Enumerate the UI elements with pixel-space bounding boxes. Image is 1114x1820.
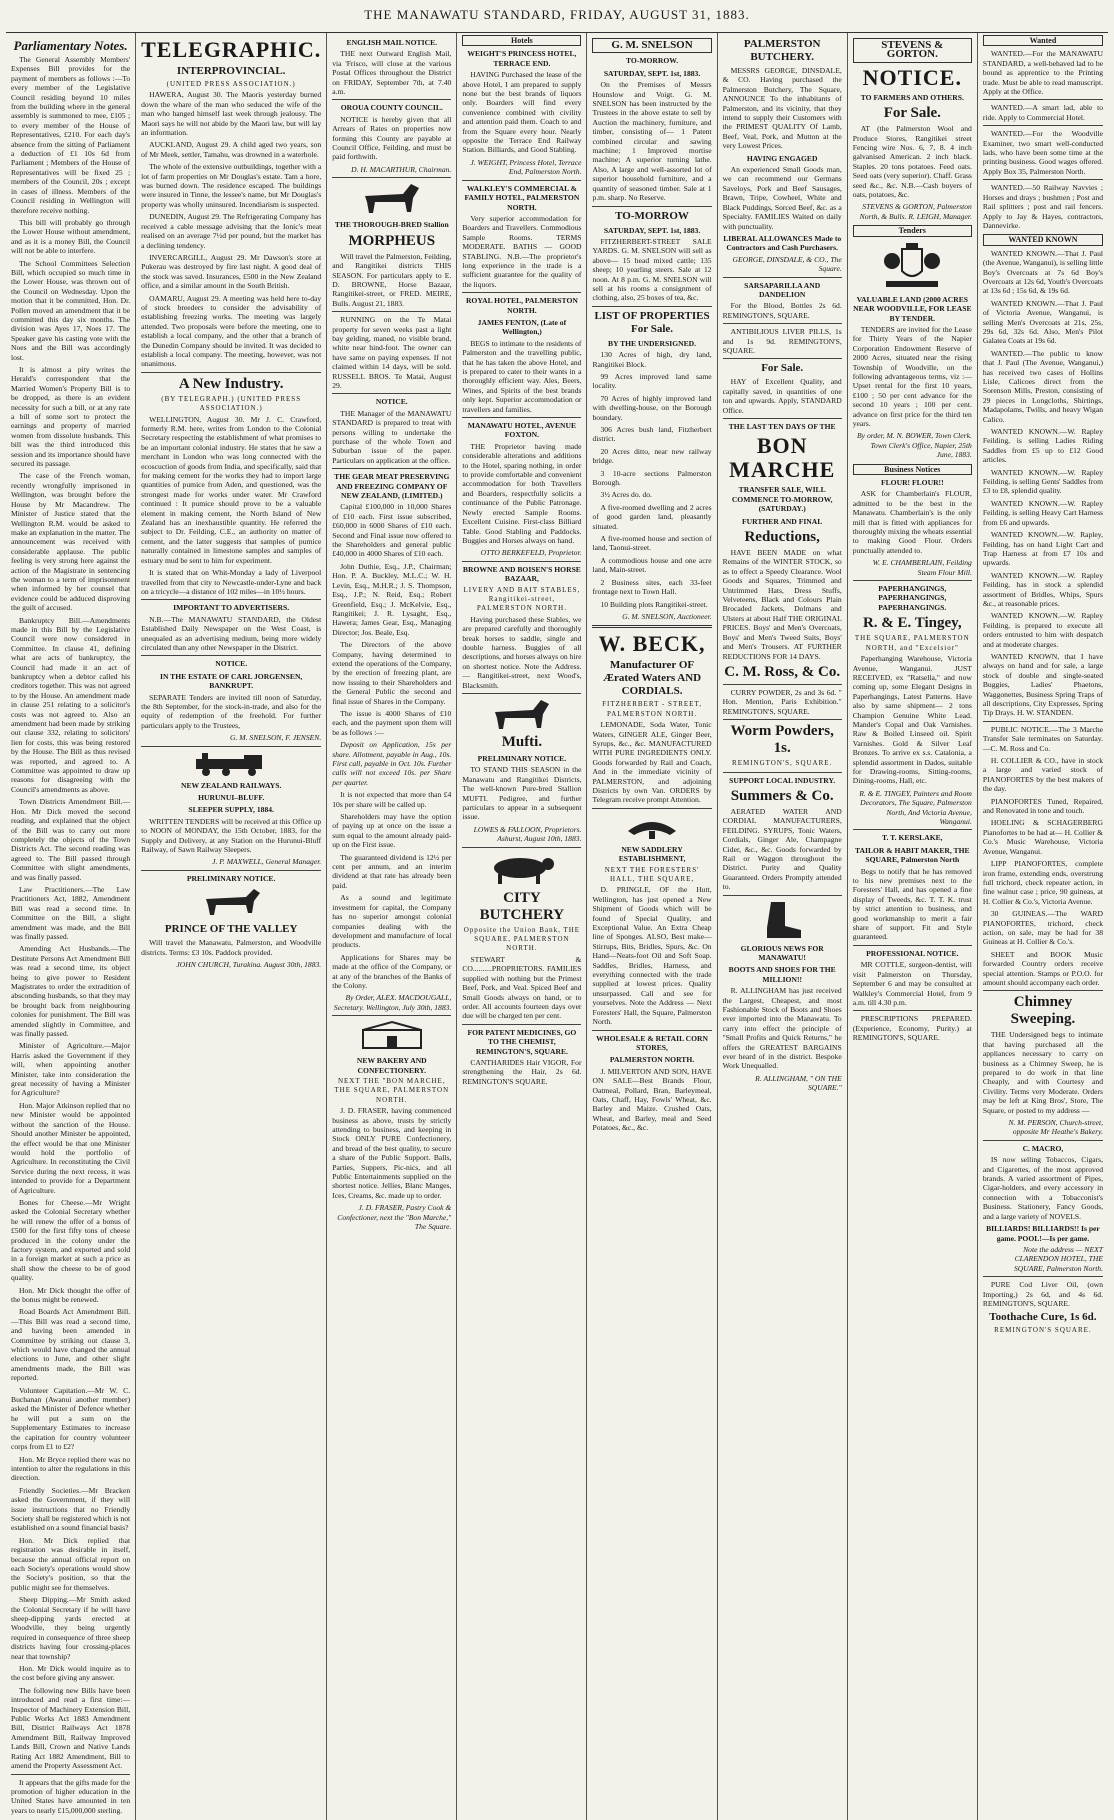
worm-powders-text: REMINGTON'S, SQUARE. — [732, 759, 833, 768]
news-paragraph: INVERCARGILL, August 29. Mr Dawson's store at Pukerau was destroyed by fire last night. A good deal of the stock was saved. Insurances, £500 in the New Zealand office, and a similar amount in the South British. — [141, 252, 322, 291]
article-paragraph: Hon. Mr Dick thought the offer of the bonus might be renewed. — [11, 1285, 131, 1304]
sarsaparilla-title: SARSAPARILLA AND DANDELION — [744, 280, 821, 299]
summers-text: AERATED WATER AND CORDIAL MANUFACTURERS, FEILDING. SYRUPS, Tonic Waters, Cordials, Ginger Ale, Champagne Cider, &c., &c. Goods forwarded by Rail or Waggon throughout the District. Purity and Quality Guaranteed. Orders Promptly attended to. — [722, 806, 842, 892]
article-paragraph: The following new Bills have been introduced and read a first time:—Inspector of Machinery Extension Bill, Public Works Act 1883 Amendment Bill, District Railways Act 1878 Amendment Bill, Railway Improved Lands Bill, Crown and Native Lands Rating Act 1882 Amendment, Bill to amend the Property Assessment Act. — [11, 1685, 131, 1771]
news-paragraph: AUCKLAND, August 29. A child aged two years, son of Mr Meek, settler, Tamahu, was drowned in a waterhole. — [141, 140, 322, 159]
properties-subtitle: BY THE UNDERSIGNED. — [608, 338, 697, 348]
divider — [983, 1276, 1103, 1277]
curry-powder-text: CURRY POWDER, 2s and 3s 6d. " Hon. Mention, Paris Exhibition." REMINGTON'S, SQUARE. — [722, 687, 842, 716]
article-paragraph: Road Boards Act Amendment Bill.—This Bill was read a second time, and having been amended in Committee by striking out clause 3, which would have changed the annual elections to June, and other slight amendments made, the Bill was reported. — [11, 1307, 131, 1383]
bakery-illustration-icon — [357, 1020, 427, 1052]
clydesdale-signature: JOHN CHURCH, Turakina. August 30th, 1883. — [176, 960, 322, 970]
divider — [723, 277, 842, 278]
list-item: 306 Acres bush land, Fitzherbert district. — [592, 425, 712, 444]
divider — [592, 1030, 711, 1031]
ward-pianofortes-ad: 30 GUINEAS.—The WARD PIANOFORTES, trichord, check action, on sale, may be had for 38 Guineas at H. Collier & Co.'s. — [982, 909, 1103, 947]
gear-meat-title: THE GEAR MEAT PRESERVING AND FREEZING COMPANY OF NEW ZEALAND, (LIMITED.) — [334, 472, 450, 501]
railways-subtitle: HURUNUI–BLUFF. — [198, 793, 265, 802]
list-item: 10 Building plots Rangitikei-street. — [600, 599, 708, 609]
pianofortes-tuned-ad: PIANOFORTES Tuned, Repaired, and Renovated in tone and touch. — [982, 796, 1103, 816]
notice-title: NOTICE. — [375, 397, 408, 407]
divider — [332, 311, 451, 312]
divider — [983, 721, 1103, 722]
list-item: 3 10-acre sections Palmerston Borough. — [592, 468, 712, 488]
bon-marche-subtitle: TRANSFER SALE, WILL COMMENCE TO-MORROW, (SATURDAY.) — [731, 485, 833, 514]
estate-notice-title: NOTICE. — [215, 659, 248, 669]
beck-subtitle: Manufacturer OF Ærated Waters AND CORDIALS. — [602, 659, 702, 698]
bon-marche-reductions: Reductions, — [744, 529, 820, 546]
bon-marche-further: FURTHER AND FINAL — [742, 516, 823, 526]
corn-stores-subtitle: PALMERSTON NORTH. — [609, 1055, 695, 1065]
boots-title: GLORIOUS NEWS FOR MANAWATU! — [740, 943, 824, 962]
news-paragraph: It is stated that on Whit-Monday a lady of Liverpool travelled from that city to Newcastle-under-Lyne and back on a tricycle—a distance of 102 miles—in 10½ hours. — [141, 568, 322, 596]
railways-subtitle-2: SLEEPER SUPPLY, 1884. — [188, 805, 274, 815]
bakery-title: NEW BAKERY AND CONFECTIONERY. — [356, 1056, 427, 1075]
horse-icon — [196, 887, 266, 919]
for-sale-text: AT (the Palmerston Wool and Produce Stores, Rangitikei street Fencing wire Nos. 6, 7, 8. 4 inch galvanised American. 2 inch black. Staples. 20 tons potatoes. Feed oats. Seed oats (very superior). Chaff. Grass seed &c., &c. N.B.—Cash buyers of oats, potatoes, &c. — [852, 124, 972, 200]
estate-notice-signature: G. M. SNELSON, F. JENSEN. — [230, 733, 322, 743]
palmerston-butchery-text: MESSRS GEORGE, DINSDALE, & CO. Having purchased the Palmerston Butchery, The Square, ANNOUNCE To the inhabitants of Palmerston, and its vicinity, that they intend to supply their Customers with the PRIMEST QUALITY Of Lamb, Beef, Veal, Pork, and Mutton at the very Lowest Prices. — [722, 66, 842, 151]
divider — [983, 990, 1103, 991]
article-paragraph: The case of the French woman, recently wrongfully imprisoned in Wellington, was brought before the House by Mr Macandrew. The Minister of Justice stated that the Wellington R.M. would be asked to make an explanation in the matter. The announcement was received with considerable applause. The public feeling is very strong here against the action of the Magistrate in sentencing the woman to a term of imprisonment when informed by her counsel that evidence could be adduced disproving the guilt of accused. — [11, 471, 131, 613]
oroua-council-title: OROUA COUNTY COUNCIL. — [340, 103, 443, 113]
flour-title: FLOUR! FLOUR!! — [880, 478, 944, 487]
newspaper-page — [6, 32, 1108, 1815]
horse-bazaar-text: Having purchased these Stables, we are prepared carefully and thoroughly break horses to saddle, single and double harness. Buggies of all descriptions, and horses always on hire on shortest notice. Note the Address.— Rangitikei-street, next Wood's, Blacksmith. — [462, 614, 582, 690]
divider — [332, 393, 451, 394]
public-notice-ad: PUBLIC NOTICE.—The 3 Marche Transfer Sale terminates on Saturday.—C. M. Ross and Co. — [982, 724, 1103, 753]
divider — [723, 358, 842, 359]
column-4 — [457, 33, 587, 1820]
divider — [853, 1010, 972, 1011]
divider — [853, 945, 972, 946]
news-paragraph: The whole of the extensive outbuildings, together with a lot of farm properties on Mr Douglas's estate. Tam a hore, was burned down. The residence escaped. The buildings were insured in Tinne, the lessee's name, but Mr Douglas's property was wholly uninsured. Incendiarism is suspected. — [141, 162, 322, 209]
article-paragraph: Law Practitioners.—The Law Practitioners Act, 1882, Amendment Bill was read a second time. In Committee on the Bill, a slight amendment was made, and the Bill was finally passed. — [11, 884, 131, 941]
wanted-ad: WANTED.—For the Woodville Examiner, two smart well-conducted lads, who have been some time at the printing business. Good wages offered. Apply Box 35, Palmerston North. — [982, 129, 1103, 176]
divider — [462, 1024, 581, 1025]
city-butchery-subtitle: Opposite the Union Bank, THE SQUARE, PALMERSTON NORTH. — [463, 925, 581, 953]
weights-hotel-title: WEIGHT'S PRINCESS HOTEL, TERRACE END. — [467, 49, 577, 68]
flour-signature: W. E. CHAMBERLAIN, Feilding Steam Flour Mill. — [872, 558, 972, 577]
tingey-signature: R. & E. TINGEY, Painters and Room Decorators, The Square, Palmerston North, And Victoria Avenue, Wanganui. — [859, 788, 972, 826]
sarsaparilla-text: For the Blood, Bottles 2s 6d. REMINGTON'S, SQUARE. — [722, 301, 842, 320]
tomorrow-date: SATURDAY, SEPT. 1st, 1883. — [603, 225, 701, 235]
mufti-subtitle: PRELIMINARY NOTICE. — [477, 754, 567, 763]
list-item: 130 Acres of high, dry land, Rangitikei Block. — [592, 350, 712, 369]
beck-text: LEMONADE, Soda Water, Tonic Waters, GINGER ALE, Ginger Beer, Syrups, &c., &c. MANUFACTURED WITH PURE INGREDIENTS ONLY. Goods forwarded by Rail and Coach, And in the immediate vicinity of PALMERSTON, and adjoining Districts by own Van. ORDERS by Telegram receive prompt Attention. — [592, 720, 712, 805]
column-1 — [6, 33, 136, 1820]
boots-text: R. ALLINGHAM has just received the Largest, Cheapest, and most Fashionable Stock of Boots and Shoes ever imported into the Manawatu. To carry into effect the principle of "Small Profits and Quick Returns," he offers the GREATEST BARGAINS ever heard of in the district. Bespoke Work Unequalled. — [722, 986, 842, 1071]
wanted-known-ad: WANTED KNOWN.—That J. Paul of Victoria Avenue, Wanganui, is selling Men's Overcoats at 21s, 25s, 29s 6d, 32s 6d. Also, Men's Pilot Galatea Coats at 19s 6d. — [982, 298, 1103, 346]
notice-text: THE Manager of the MANAWATU STANDARD is prepared to treat with persons willing to undertake the purchase of the whole Town and Suburban issue of the paper. Particulars on application at the office. — [332, 408, 452, 465]
bon-marche-lead: THE LAST TEN DAYS OF THE — [728, 422, 836, 431]
gear-meat-paragraph: Applications for Shares may be made at the office of the Company, or at any of the branches of the Banks of the Colony. — [332, 952, 452, 990]
parliamentary-notes-body — [11, 55, 130, 1815]
divider — [332, 177, 451, 178]
bon-marche-title: BON MARCHE — [729, 433, 836, 483]
divider — [592, 306, 711, 307]
kerslake-subtitle: TAILOR & HABIT MAKER, THE SQUARE, Palmerston North — [855, 845, 970, 865]
mufti-horse-icon — [487, 698, 557, 730]
bull-icon — [482, 852, 562, 886]
column-2 — [136, 33, 327, 1820]
macro-text: IS now selling Tobaccos, Cigars, and Cigarettes, of the most approved brands. A varied assortment of Pipes, Cigar-holders, and every accessory in connection with a Tobacconist's Business. Stationery, Fancy Goods, and a large variety of NOVELS. — [982, 1155, 1103, 1221]
estate-notice-text: SEPARATE Tenders are invited till noon of Saturday, the 8th September, for the stock-in-trade, and also for the equity of redemption of the freehold. For further particulars apply to the Trustees, — [141, 692, 322, 730]
divider — [462, 693, 581, 694]
properties-signature: G. M. SNELSON, Auctioneer. — [622, 611, 712, 621]
article-paragraph: Hon. Major Atkinson replied that no new Minister would be appointed without the sanction of the House. Should another Minister be appointed, the effect would be that one Minister would hold the portfolio of Agriculture. In reconstituting the Civil Service during the next recess, it was intended to provide for a Department of Agriculture. — [11, 1100, 131, 1195]
stevens-gorton-title: STEVENS & GORTON. — [853, 38, 972, 63]
new-industry-title: A New Industry. — [178, 375, 284, 392]
column-7 — [848, 33, 978, 1820]
list-item: A five-roomed dwelling and 2 acres of good garden land, pleasantly situated. — [592, 502, 712, 531]
tingey-text: Paperhanging Warehouse, Victoria Avenue, Wanganui. JUST RECEIVED, ex "Ratsella," and now coming up, some Elegant Designs in Paperhangings, Latest Patterns. Have also by same shipment— 2 tons Champion Genuine White Lead. Mander's Copal and Oak Varnishes. Raw & Boiled Linseed oil. Spirit Varnishes. Gold & Silver Leaf Bronzes. To arrive ex s.s. Catalonia, a splendid assortment in Dados, suitable for Drawing-rooms, Sitting-rooms, Dining-rooms, Hall, etc. — [852, 654, 972, 786]
professional-notice-text: MR COTTLE, surgeon-dentist, will visit Palmerston on Thursday, September 6 and may be consulted at Walkley's Commercial Hotel, from 9 a.m. till 4.30 p.m. — [852, 960, 972, 1007]
gear-meat-paragraph: The Directors of the above Company, having determined to extend the operations of the Company, by the erection of freezing plant, are now issuing to their Shareholders and the General Public the second and final issue of Shares in the Company. — [332, 640, 452, 706]
wanted-known-ad: WANTED KNOWN, that I have always on hand and for sale, a large stock of double and single-seated Buggies, Ladies' Phaetons, Waggonettes, Business Spring Traps of all descriptions, City Expresses, Spring Tip Drays. H. W. STANDEN. — [982, 651, 1103, 718]
divider — [723, 772, 842, 773]
mufti-text: TO STAND THIS SEASON in the Manawatu and Rangitikei Districts, The well-known Pure-bred Stallion MUFTI. Pedigree, and further particulars to appear in a subsequent issue. — [462, 765, 582, 822]
bakery-text: J. D. FRASER, having commenced business as above, trusts by strictly attending to business, and keeping in Stock ONLY PURE Confectionery, and bread of the best quality, to secure a share of the Public Support. Balls, Parties, Suppers, Pic-nics, and all Public Entertainments supplied on the shortest notice. Jellies, Blanc Manges, Ices, Creams, &c. made up to order. — [332, 1106, 452, 1200]
article-paragraph: The School Committees Selection Bill, which occupied so much time in the Lower House, was thrown out of the Council on Wednesday. Upon the motion that it be committed, Hon. Dr. Pollen moved an amendment that it be committed this day six months. The division was Ayes 17, Noes 17. The Speaker gave his casting vote with the Noes and the Bill was accordingly lost. — [11, 258, 131, 362]
article-paragraph: Town Districts Amendment Bill.—Hon. Mr Dick moved the second reading, and explained that the object of the Bill was to carry out more completely the objects of the Town Districts Act. The second reading was agreed to. The Bill passed through Committee with slight amendments, and was finally passed. — [11, 797, 131, 882]
corn-stores-title: WHOLESALE & RETAIL CORN STORES, — [596, 1033, 708, 1052]
for-sale-signature: STEVENS & GORTON, Palmerston North, & Bulls. R. LEIGH, Manager. — [859, 202, 972, 221]
kerslake-text: Begs to notify that he has removed to his new premises next to the Foresters' Hall, and has opened a fine display of Tweeds, &c. T. T. K. trust by strict attention to business, and good workmanship to merit a fair share of support. Fit and Style guaranteed. — [852, 866, 972, 942]
oroua-council-signature: D. H. MACARTHUR, Chairman. — [351, 164, 452, 174]
divider — [462, 292, 581, 293]
oroua-council-text: NOTICE is hereby given that all Arrears of Rates on properties now forming this County are payable at Council Office, Feilding, and must be paid forthwith. — [332, 114, 452, 162]
gear-meat-paragraph: It is not expected that more than £4 10s per share will be called up. — [332, 790, 452, 809]
saddlery-text: D. PRINGLE, OF the Hutt, Wellington, has just opened a New Shipment of Goods which will be found of Special Quality, and Exceptional Value. An Extra Cheap line of Sponges. ALSO, Best make—Stirrups, Bits, Bridles, Spurs, &c. On Hand—Neats-foot Oil and Soft Soap. Saddles, Bridles, Harness, and everything connected with the trade supplied at lowest prices. Quality unsurpassed. Call and see for yourselves. Note the Address — Next Foresters' Hall, the Square, Palmerston North. — [592, 885, 712, 1027]
list-item: 3½ Acres do. do. — [600, 490, 652, 500]
divider — [462, 417, 581, 418]
horse-bazaar-title: BROWNE AND BOISEN'S HORSE BAZAAR, — [462, 564, 581, 584]
palmerston-butchery-title: PALMERSTON BUTCHERY. — [743, 38, 821, 63]
billiards-title: BILLIARDS! BILLIARDS!! Is per game. POOL!—Is per game. — [986, 1224, 1100, 1243]
palmerston-butchery-subtitle: HAVING ENGAGED — [746, 153, 818, 163]
divider — [141, 372, 321, 373]
clydesdale-notice-title: PRELIMINARY NOTICE. — [186, 873, 276, 883]
article-paragraph: It appears that the gifts made for the promotion of higher education in the United States have amounted in ten years to nearly £15,000,000 sterling. — [11, 1777, 131, 1815]
divider — [141, 746, 321, 747]
stray-horse-text: RUNNING on the Te Matai property for seven weeks past a light bay gelding, maned, no visible brand, white near hind-foot. The owner can have same on paying expenses. If not claimed within 14 days, will be sold. RUSSELL BROS. Te Matai, August 29. — [332, 315, 452, 390]
divider — [141, 599, 321, 600]
clydesdale-text: Will travel the Manawatu, Palmerston, and Woodville districts. Terms: £3 10s. Paddock provided. — [141, 938, 322, 957]
manawatu-hotel-title: MANAWATU HOTEL, AVENUE FOXTON. — [467, 421, 577, 440]
stallion-caption: THE THOROUGH-BRED Stallion — [334, 220, 449, 230]
sheet-music-ad: SHEET and BOOK Music forwarded Country orders receive special attention. Stamps or P.O.O. for amount should accompany each order. — [982, 949, 1103, 987]
divider — [332, 468, 451, 469]
patent-medicines-title: FOR PATENT MEDICINES, GO TO THE CHEMIST, REMINGTON'S, SQUARE. — [467, 1027, 577, 1056]
article-paragraph: This bill will probably go through the Lower House without amendment, and as it is a money Bill, the Council will not be able to interfere. — [11, 217, 131, 256]
tingey-subtitle: THE SQUARE, PALMERSTON NORTH, and "Excelsior" — [854, 634, 970, 652]
patent-medicines-text: CANTHARIDES Hair VIGOR, For strengthening the Hair, 2s 6d. REMINGTON'S SQUARE. — [462, 1057, 582, 1086]
divider — [723, 418, 842, 419]
tomorrow-text: FITZHERBERT-STREET SALE YARDS. G. M. SNELSON will sell as above— 15 head mixed cattle; 135 sheep; 10 yearling steers. Sale at 12 noon. At 8 p.m. G. M. SNELSON will sell at his rooms a consignment of clothing, also, 25 boxes of tea, &c. — [592, 236, 712, 303]
divider — [853, 580, 972, 581]
horse-bazaar-subtitle: LIVERY AND BAIT STABLES, Rangitikei-street, PALMERSTON NORTH. — [463, 585, 581, 613]
manawatu-hotel-signature: OTTO BERKEFELD, Proprietor. — [480, 548, 582, 558]
tingey-title: R. & E. Tingey, — [862, 615, 962, 632]
kerslake-title: T. T. KERSLAKE, — [882, 833, 943, 843]
prescriptions-text: PRESCRIPTIONS PREPARED. (Experience, Economy, Purity.) at REMINGTON'S, SQUARE. — [852, 1014, 972, 1043]
parliamentary-notes-title: Parliamentary Notes. — [13, 38, 128, 53]
chimney-sweeping-text: THE Undersigned begs to intimate that having purchased all the appliances necessary to carry on business as a Chimney Sweep, he is prepared to do work in that line Cheaply, and with Courtesy and Civility. Terms very Moderate. Orders may be left at King Bros', Store, The Square, or posted to my address — — [982, 1030, 1103, 1115]
saddle-icon — [622, 813, 682, 841]
divider — [141, 870, 321, 871]
palmerston-butchery-signature: GEORGE, DINSDALE, & CO., The Square. — [732, 254, 842, 274]
divider — [853, 829, 972, 830]
beck-address: FITZHERBERT - STREET, PALMERSTON NORTH. — [602, 700, 702, 718]
divider — [723, 719, 842, 720]
properties-list — [592, 350, 711, 609]
chimney-sweeping-title: Chimney Sweeping. — [1010, 994, 1076, 1028]
city-butchery-title: CITY BUTCHERY — [479, 889, 565, 923]
bakery-subtitle: NEXT THE "BON MARCHE, THE SQUARE, PALMERSTON NORTH. — [334, 1076, 450, 1104]
wanted-known-label: WANTED KNOWN — [983, 234, 1103, 245]
wanted-known-ad: WANTED KNOWN.—W. Rapley, Feilding, has on hand Light Cart and Trap Harness at from £7 10s and upwards. — [982, 530, 1103, 568]
news-paragraph: DUNEDIN, August 29. The Refrigerating Company has received a cable message advising that the Ionic's meat realised on an average 7½d per pound, but the market has a declining tendency. — [141, 212, 322, 250]
divider — [983, 179, 1103, 180]
new-industry-subtitle: (BY TELEGRAPH.) (UNITED PRESS ASSOCIATION.) — [161, 394, 302, 413]
gear-meat-paragraph: The guaranteed dividend is 12½ per cent per annum, and an interim dividend at that rate has already been paid. — [332, 852, 452, 890]
hotels-section-label: Hotels — [462, 35, 581, 46]
advertisers-notice-title: IMPORTANT TO ADVERTISERS. — [173, 603, 290, 613]
bon-marche-signature: C. M. Ross, & Co. — [724, 663, 841, 680]
stallion-icon — [357, 182, 427, 216]
article-paragraph: Hon. Mr Bryce replied there was no intention to alter the regulations in this direction. — [11, 1454, 131, 1483]
gear-meat-capital: Capital £100,000 in 10,000 Shares of £10 each. First issue subscribed, £60,000 in 6000 Shares of £10 each. Second and Final issue now offered to the Shareholders and general public £40,000 in 4000 Shares of £10 each. — [332, 502, 452, 559]
divider — [723, 323, 842, 324]
professional-notice-title: PROFESSIONAL NOTICE. — [866, 948, 959, 958]
gear-meat-paragraph: As a sound and legitimate investment for capital, the Company has no superior amongst colonial companies dealing with the development and manufacture of local products. — [332, 893, 452, 950]
english-mail-text: THE next Outward English Mail, via 'Frisco, will close at the various Postal Offices throughout the District on FRIDAY, September 7th, at 7.40 a.m. — [332, 49, 452, 97]
gear-meat-signature: By Order, ALEX. MACDOUGALL, Secretary. Wellington, July 30th, 1883. — [333, 993, 452, 1012]
summers-title: Summers & Co. — [730, 787, 834, 804]
estate-notice-subtitle: IN THE ESTATE OF CARL JORGENSEN, BANKRUPT. — [159, 671, 303, 691]
snelson-subtitle: TO-MORROW. — [625, 56, 679, 66]
article-paragraph: It is almost a pity writes the Herald's correspondent that the Married Women's Property Bill is to be dropped, as there is an evident necessity for such a bill, or at any rate a bill of some sort to protect the earnings and property of married women from dissolute husbands. This bill was the third introduced this session and its importance should have secured its passage. — [11, 365, 131, 469]
column-3 — [327, 33, 457, 1820]
article-paragraph: Volunteer Capitation.—Mr W. C. Buchanan (Awanui another member) asked the Minister of Defence whether he will put a sum on the Supplementary Estimates to increase the capitation for country volunteer corps from £1 to £2? — [11, 1385, 131, 1452]
tenders-section-label: Tenders — [853, 225, 972, 236]
boots-subtitle: BOOTS AND SHOES FOR THE MILLION!! — [728, 965, 836, 984]
divider — [462, 847, 581, 848]
divider — [983, 125, 1103, 126]
divider — [332, 1015, 451, 1016]
article-paragraph: Friendly Societies.—Mr Bracken asked the Government, if they will issue instructions that no Friendly Society shall be registered which is not established on a sound financial basis? — [11, 1485, 131, 1533]
list-item: A five-roomed house and section of land, Taonui-street. — [592, 534, 712, 553]
article-paragraph: Sheep Dipping.—Mr Smith asked the Colonial Secretary if he will have sheep-dipping yards erected at Woodville, they being urgently required in consequence of three sheep districts having four crossing-places near that township? — [11, 1595, 131, 1661]
wanted-ad: WANTED.—A smart lad, able to ride. Apply to Commercial Hotel. — [982, 103, 1103, 122]
wanted-ad: WANTED.—For the MANAWATU STANDARD, a well-behaved lad to be bound as apprentice to the Printing trade. Must be able to read manuscript. Apply at the Office. — [982, 49, 1103, 97]
gear-meat-directors: John Duthie, Esq., J.P., Chairman; Hon. P. A. Buckley, M.L.C.; W. H. Levin, Esq., M.H.R.; J. S. Thompson, Esq., J.P.; N. Reid, Esq.; Robert Greenfield, Esq.; J. McKelvie, Esq., Rangitikei; J. R. Lysaght, Esq., Hawera; James Gear, Esq., Managing Director; Jos. Beale, Esq. — [332, 561, 452, 637]
prince-of-the-valley-title: PRINCE OF THE VALLEY — [164, 923, 298, 936]
hay-for-sale-title: For Sale. — [761, 362, 804, 375]
wanted-known-ad: WANTED.—The public to know that J. Paul (The Avenue, Wanganui,) has received two cases of Hollins Lisle, Calicoes direct from the Sorenson Mills, Preston, consisting of 29 pieces in Longcloths, Shirtings, Madapolams, Twills, and heavy Wigan Calico. — [982, 348, 1103, 424]
list-item: 70 Acres of highly improved land with dwelling-house, on the Borough boundary. — [592, 393, 712, 422]
telegraphic-title: TELEGRAPHIC. — [141, 37, 322, 62]
snelson-date: SATURDAY, SEPT. 1st, 1883. — [603, 68, 701, 78]
paperhangings-title: PAPERHANGINGS, PAPERHANGINGS, PAPERHANGINGS. — [878, 584, 947, 612]
list-item: A commodious house and one acre land, Main-street. — [592, 555, 712, 575]
bakery-signature: J. D. FRASER, Pastry Cook & Confectioner, next the "Bon Marche," The Square. — [337, 1203, 452, 1232]
divider — [462, 561, 581, 562]
wanted-ad: WANTED.—50 Railway Navvies ; Horses and drays ; bushmen ; Post and Rail splitters ; post and rail fencers. Apply to Jay & Hayes, contractors, Dannevirke. — [982, 183, 1103, 230]
farmers-subtitle: TO FARMERS AND OTHERS. — [860, 92, 964, 102]
cod-liver-oil-text: PURE Cod Liver Oil, (own Importing,) 2s 6d, and 4s 6d. REMINGTON'S, SQUARE. — [982, 1280, 1103, 1308]
wanted-known-ad: WANTED KNOWN.—W. Rapley Feilding, is prepared to execute all orders entrusted to him with despatch and at moderate charges. — [982, 611, 1103, 649]
list-item: 99 Acres improved land same locality. — [592, 371, 712, 391]
land-lease-signature: By order, M. N. BOWER, Town Clerk. Town Clerk's Office, Napier, 25th June, 1883. — [857, 431, 972, 460]
divider — [462, 180, 581, 181]
wanted-known-ad: WANTED KNOWN.—That J. Paul (the Avenue, Wanganui), is selling little Boy's Overcoats at 7s 6d Boy's Overcoats at 12s 6d, Youth's Overcoats at 13s 6d ; 15s 6d, & 19s 6d. — [982, 248, 1103, 296]
collier-ad: H. COLLIER & CO., have in stock a large and varied stock of PIANOFORTES by the best makers of the day. — [982, 756, 1103, 794]
column-6 — [718, 33, 848, 1820]
english-mail-title: ENGLISH MAIL NOTICE. — [346, 38, 438, 47]
walkleys-hotel-title: WALKLEY'S COMMERCIAL & FAMILY HOTEL, PALMERSTON NORTH. — [464, 183, 580, 212]
liver-pills-text: ANTIBILIOUS LIVER PILLS, 1s and 1s 9d. REMINGTON'S, SQUARE. — [722, 327, 842, 355]
wanted-section-label: Wanted — [983, 35, 1103, 46]
royal-hotel-subtitle: JAMES FENTON, (Late of Wellington,) — [477, 317, 567, 337]
palmerston-butchery-allowances: LIBERAL ALLOWANCES Made to Contractors and Cash Purchasers. — [723, 233, 842, 253]
gear-meat-paragraph: Deposit on Application, 15s per share. Allotment, payable in Aug., 10s. First call, payable in Oct. 10s. Further calls will not exceed 10s. per Share per quarter. — [332, 740, 452, 787]
snelson-title: G. M. SNELSON — [592, 38, 711, 53]
divider — [592, 206, 711, 207]
bon-marche-text: HAVE BEEN MADE on what Remains of the WINTER STOCK, so as to effect a Speedy Clearance. Wool Goods and Squares, Trimmed and Untrimmed Hats, Dress Stuffs, Velveteens, Black and Colours Plain Brocaded Jackets, Dolmans and Ulsters at about Half THE ORIGINAL PRICES. Boys' and Men's Overcoats, Boys' and Men's Tweed Suits, Boys' and Men's Trousers. AT FURTHER REDUCTIONS FOR 14 DAYS. — [722, 548, 842, 661]
wanted-known-ad: WANTED KNOWN.—W. Rapley Feilding, has in stock a splendid assortment of Bridles, Whips, Spurs &c., at reasonable prices. — [982, 570, 1103, 608]
news-paragraph: HAWERA, August 30. The Maoris yesterday burned down the whare of the man who seduced the wife of the man who hanged himself last week through jealousy. The Maori says he will not abide by the Maori law, but will lay an information. — [141, 90, 322, 138]
walkleys-hotel-text: Very superior accommodation for Boarders and Travellers. Commodious Sample Rooms. TERMS MODERATE. BATHS — GOOD STABLING. N.B.—The proprietor's long experience in the trade is a sufficient guarantee for the quality of the liquors. — [462, 213, 582, 289]
royal-hotel-title: ROYAL HOTEL, PALMERSTON NORTH. — [465, 296, 578, 315]
article-paragraph: Hon. Mr Dick replied that registration was desirable in itself, because the annual official report on each Society's operations would show the Society's position, so that the public might see for themselves. — [11, 1535, 131, 1592]
hay-for-sale-text: HAY of Excellent Quality, and capitally saved, in quantities of one ton and upwards. Apply, STANDARD Office. — [722, 377, 842, 415]
manawatu-hotel-text: THE Proprietor having made considerable alterations and additions to the Hotel, sparing nothing, in order to provide comfortable and convenient accommodation for both Travellers and Boarders, respectfully solicits a continuance of the Public Patronage. Newly erected Sample Rooms. Excellent Cuisine. First-class Billiard Table. Good Stabling and Paddocks. Buggies and Horses always on hand. — [462, 441, 582, 545]
worm-powders-title: Worm Powders, 1s. — [730, 723, 834, 757]
divider — [141, 655, 321, 656]
interprovincial-title: INTERPROVINCIAL. — [176, 65, 286, 77]
notice-heading: NOTICE. — [862, 64, 962, 90]
gear-meat-paragraph: Shareholders may have the option of paying up at once on the issue a sum equal to the amount already paid-up on the First issue. — [332, 812, 452, 850]
snelson-text: On the Premises of Messrs Hounslow and Voigt. G. M. SNELSON has been instructed by the Trustees in the above estate to sell by Auction the machinery, furniture, and timber, consisting of— 1 Patent combined circular and sawing machine; 1 Improved mortise machine; A superior turning lathe. Also, A large and well-assorted lot of superior household furniture, and a quantity of seasoned timber. Sale at 1 p.m. sharp. No Reserve. — [592, 80, 712, 203]
article-paragraph: Hon. Mr Dick would inquire as to the cost before giving any answer. — [11, 1664, 131, 1683]
mufti-signature: LOWES & FALLOON, Proprietors. Ashurst, August 10th, 1883. — [473, 824, 582, 844]
billiards-signature: Note the address — NEXT CLARENDON HOTEL, THE SQUARE, Palmerston North. — [1013, 1244, 1103, 1273]
divider — [723, 684, 842, 685]
corn-stores-text: J. MILVERTON AND SON, HAVE ON SALE—Best Brands Flour, Oatmeal, Pollard, Bran, Barleymeal, Oats, Chaff, Hay, Fowls' Wheat, &c. Barley and Maize. Crushed Oats, Wheat, and Barley, meal and Seed Potatoes, &c., &c. — [592, 1066, 712, 1133]
stallion-text: Will travel the Palmerston, Feilding, and Rangitikei districts THIS SEASON. For particulars apply to E. D. BROWNE, Horse Bazaar, Rangitikei-street, or FRED. MEIRE, Bulls. August 21, 1883. — [332, 251, 452, 308]
news-paragraph: WELLINGTON, August 30. Mr J. C. Crawford, formerly R.M. here, writes from London to the Colonial Secretary respecting the establishment of what promises to be an important colonial industry. He states that he saw a merchant in London who was long connected with the ecoscuction of goods from India, and specifically, said that for making cement for the works they had to import large quantities of pumice from Aden, and questioned, was the strongest made for works under water. Mr Crawford continued : It pumice should prove to be a valuable element in making cement, the North Island of New Zealand has an inexhaustible quantity. He referred the subject to Dr. Feilding, C.E., an authority on matter of cement, and the latter suggests that samples of pumice naturally contained in limestone samples and samples of estuary mud be sent to him for experiment. — [141, 414, 322, 565]
railways-signature: J. P. MAXWELL, General Manager. — [212, 857, 322, 867]
boot-icon — [757, 900, 807, 940]
divider — [11, 1774, 130, 1775]
gear-meat-paragraph: The issue is 4000 Shares of £10 each, and the payment upon them will be as follows :— — [332, 708, 452, 737]
article-paragraph: Minister of Agriculture.—Major Harris asked the Government if they will, when appointing another Minister, take into consideration the great necessity of having a Minister for Agriculture? — [11, 1041, 131, 1098]
weights-hotel-signature: J. WEIGHT, Princess Hotel, Terrace End, Palmerston North. — [470, 157, 582, 177]
saddlery-title: NEW SADDLERY ESTABLISHMENT, — [618, 844, 686, 864]
boots-signature: R. ALLINGHAM, " ON THE SQUARE." — [755, 1073, 842, 1093]
column-8 — [978, 33, 1108, 1820]
article-paragraph: Bones for Cheese.—Mr Wright asked the Colonial Secretary whether he will renew the offer of a bonus of £500 for the first fifty tons of cheese produced in the colony under the factory system, and exported and sold in a foreign market at such a price as shall show the cheese to be of good quality. — [11, 1197, 131, 1283]
beck-title: W. BECK, — [598, 631, 706, 657]
coat-of-arms-icon — [872, 241, 952, 291]
divider — [592, 808, 711, 809]
stallion-name: MORPHEUS — [348, 232, 436, 249]
news-paragraph: OAMARU, August 29. A meeting was held here to-day of stock breeders to consider the advisability of establishing freezing works. The meeting was largely attended. Two proposals were before the meeting, one to establish a local company, and the other that a branch of the Dunedin Company should be invited. It was decided to establish a local company. The meeting, however, was not unanimous. — [141, 293, 322, 369]
weights-hotel-text: HAVING Purchased the lease of the above Hotel, I am prepared to supply none but the best brands of liquors only. Boarders will find every convenience combined with civility and attention paid them. Coach to and from the Square every hour. Nearly opposite the Terrace End Railway Station. Billiards, and Good Stabling. — [462, 70, 582, 155]
chimney-sweeping-signature: N. M. PERSON, Church-street, opposite Mr Heathe's Bakery. — [1008, 1118, 1103, 1137]
saddlery-subtitle: NEXT THE FORESTERS' HALL, THE SQUARE, — [604, 865, 700, 883]
tomorrow-title: TO-MORROW — [615, 209, 689, 222]
press-association-label: (UNITED PRESS ASSOCIATION.) — [166, 80, 296, 88]
palmerston-butchery-text-2: An experienced Small Goods man, we can recommend our Germans Saveloys, Pork and Beef Sausages, Brawn, Tripe, Cowheel, White and Black Puddings, Sorced Beef, &c. as a Specialty. FAMILIES Waited on daily with punctuality. — [722, 165, 842, 231]
flour-text: ASK for Chamberlain's FLOUR, admitted to be the best in the Manawatu. Chamberlain's is the only mill that is fitted with appliances for thoroughly mixing the wheats essential to making Good Flour. Orders punctually attended to. — [852, 489, 972, 555]
summers-subtitle: SUPPORT LOCAL INDUSTRY. — [729, 775, 836, 785]
properties-title: LIST OF PROPERTIES For Sale. — [594, 309, 710, 335]
divider — [332, 99, 451, 100]
divider — [723, 895, 842, 896]
hoeling-ad: HOELING & SCHAGERBERG Pianofortes to be had at— H. Collier & Co.'s Music Warehouse, Victoria Avenue, Wanganui. — [982, 818, 1103, 856]
article-paragraph: Bankruptcy Bill.—Amendments made in this Bill by the Legislative Council were now considered in Committee. In clause 41, defining what are acts of bankruptcy, the Council had made it an act of bankruptcy when a debtor called his creditors together. This was not agreed to by the House. An amendment made in clause 251 relating to a solicitor's costs was not agreed to. Also an amendment had been made by striking out clause 332, relating to solicitors' lien for costs, this was being restored by the House. The Bill as thus revised was reported, and agreed to. A Committee was appointed to draw up reasons for disagreeing with the Council's amendments as above. — [11, 615, 131, 794]
for-sale-heading: For Sale. — [883, 105, 941, 122]
land-lease-text: TENDERS are invited for the Lease for Thirty Years of the Napier Corporation Endowment Reserve of 2000 Acres, situated near the rising Township of Woodville, on the following advantageous terms, viz :— Upset rental for the first 10 years, £100 ; 50 per cent advance for the second 10 years ; 100 per cent. advance on first price for the third ten years. — [852, 324, 972, 428]
wanted-known-ad: WANTED KNOWN.—W. Rapley Feilding, is selling Gents' Saddles from £3 to £8, splendid quality. — [982, 467, 1103, 496]
macro-title: C. MACRO, — [1022, 1143, 1064, 1153]
toothache-title: Toothache Cure, 1s 6d. — [989, 1311, 1097, 1324]
railways-title: NEW ZEALAND RAILWAYS. — [180, 780, 282, 790]
list-item: 20 Acres ditto, near new railway bridge. — [592, 446, 712, 466]
business-notices-label: Business Notices — [853, 464, 972, 475]
divider — [983, 99, 1103, 100]
article-paragraph: The General Assembly Members' Expenses Bill provides for the payment of members as follows :—To every member of the Legislative Council residing beyond 10 miles from the building where in the general assembly is summoned to mee, £105 ; to every member of the House of Representatives, £210. For each day's absence from the sitting of Parliament a deduction of £1 10s 6d from Parliament ; Members of the House of Representatives will be fixed 25 ; members of the Council, 20s ; except in cases of illness. Members of the Council residing in Wellington will therefore receive nothing. — [11, 55, 131, 215]
divider — [983, 1140, 1103, 1141]
column-5 — [587, 33, 717, 1820]
railways-text: WRITTEN TENDERS will be received at this Office up to NOON of MONDAY, the 15th October, 1883, for the Supply and Delivery, at any Station on the Hurunui-Bluff Railway, of Sawn Railway Sleepers. — [141, 816, 322, 855]
city-butchery-text: STEWART & CO..........PROPRIETORS. FAMILIES supplied with nothing but the Primest Beef, Pork, and Veal. Spiced Beef and Small Goods always on hand, or to order. All accounts fourteen days over due will be charged ten per cent. — [462, 954, 582, 1021]
article-paragraph: Amending Act Husbands.—The Destitute Persons Act Amendment Bill was read a second time, its object being to give power to Resident Magistrates to order the extradition of absconding husbands, so that they may be brought back from neighbouring colonies for punishment. The Bill was amended slightly in Committee, and was finally passed. — [11, 944, 131, 1039]
masthead: THE MANAWATU STANDARD, FRIDAY, AUGUST 31, 1883. — [364, 7, 750, 22]
advertisers-notice-text: N.B.—The MANAWATU STANDARD, the Oldest Established Daily Newspaper on the West Coast, is unequaled as an advertising medium, being more widely circulated than any other Newspaper in the District. — [141, 614, 322, 652]
wanted-known-ad: WANTED KNOWN.—W. Rapley Feilding, is selling Heavy Cart Harness from £6 and upwards. — [982, 498, 1103, 527]
wanted-known-ad: WANTED KNOWN.—W. Rapley Feilding, is selling Ladies Riding Saddles from £5 up to £12 Good articles. — [982, 427, 1103, 465]
lipp-pianofortes-ad: LIPP PIANOFORTES, complete iron frame, extending ends, overstrung full trichord, check repeater action, in fine walnut case ; price, 90 guineas, at H. Collier & Co.'s, Victoria Avenue. — [982, 859, 1103, 906]
locomotive-icon — [186, 751, 276, 777]
list-item: 2 Business sites, each 33-feet frontage next to Town Hall. — [592, 577, 712, 597]
land-lease-title: VALUABLE LAND (2000 ACRES NEAR WOODVILLE, FOR LEASE BY TENDER. — [853, 294, 972, 323]
toothache-text: REMINGTON'S SQUARE. — [994, 1326, 1092, 1335]
mufti-title: Mufti. — [501, 734, 543, 750]
royal-hotel-text: BEGS to intimate to the residents of Palmerston and the travelling public, that he has taken the above Hotel, and is prepared to cater to their wants in a thoroughly efficient way. Ales, Beers, Wines, and Spirits of the best brands only kept. Superior accommodation or travellers and families. — [462, 338, 582, 414]
divider — [592, 625, 711, 628]
